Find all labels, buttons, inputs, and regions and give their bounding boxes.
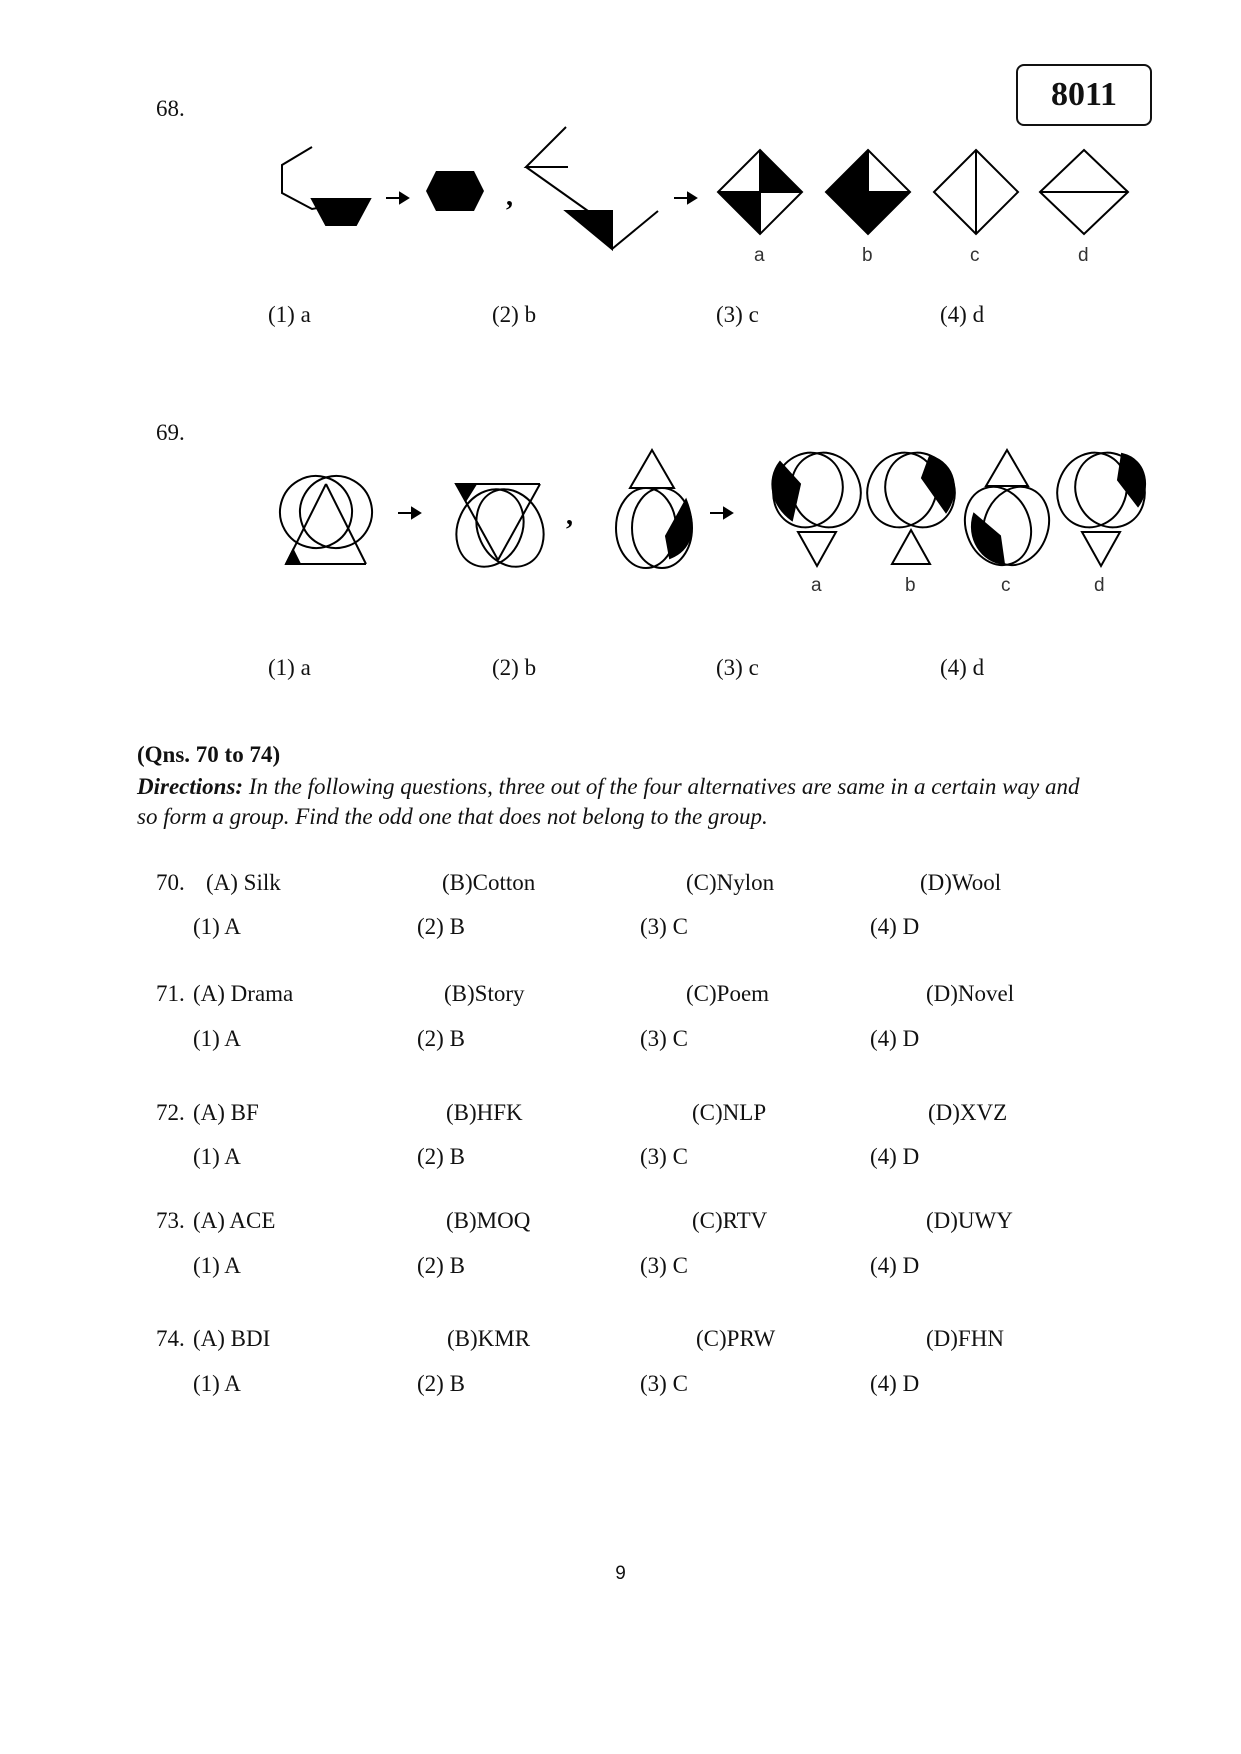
q73-alternative-d: (D)UWY (926, 1208, 1013, 1233)
q69-label-b: b (905, 575, 916, 596)
q71-alternative-a: (A) Drama (193, 981, 294, 1006)
q71-option-4: (4) D (870, 1026, 920, 1051)
q69-label-d: d (1094, 575, 1105, 596)
q69-answer-figure-a (761, 441, 873, 566)
q69-option-1: (1) a (268, 655, 311, 680)
q68-number: 68. (156, 96, 185, 121)
q69-answer-figure-b (855, 441, 967, 564)
q71-option-1: (1) A (193, 1026, 241, 1051)
q72-option-1: (1) A (193, 1144, 241, 1169)
q72-alternative-a: (A) BF (193, 1100, 259, 1125)
q69-figure (270, 440, 1150, 600)
q74-alternative-a: (A) BDI (193, 1326, 271, 1351)
q68-answer-figure-c (934, 150, 1018, 234)
q69-option-4: (4) d (940, 655, 985, 680)
q73-number: 73. (156, 1208, 185, 1233)
q68-option-4: (4) d (940, 302, 985, 327)
q72-alternative-c: (C)NLP (692, 1100, 767, 1125)
q69-problem-figure-1 (270, 463, 385, 564)
q70-option-2: (2) B (417, 914, 465, 939)
q68-problem-figure-2 (426, 171, 484, 211)
q73-option-1: (1) A (193, 1253, 241, 1278)
q68-label-b: b (862, 245, 873, 266)
paper-code-box (1016, 64, 1152, 126)
q68-problem-figure-1 (282, 147, 370, 225)
q68-arrow-1 (386, 193, 408, 203)
q68-answer-figure-a (718, 150, 802, 234)
q73-alternative-a: (A) ACE (193, 1208, 276, 1233)
q69-label-a: a (811, 575, 822, 596)
q68-label-d: d (1078, 245, 1089, 266)
q69-arrow-2 (710, 508, 732, 518)
q74-option-2: (2) B (417, 1371, 465, 1396)
q70-alternative-a: (A) Silk (206, 870, 281, 895)
q74-alternative-d: (D)FHN (926, 1326, 1004, 1351)
q69-comma-separator: , (566, 500, 573, 531)
q69-problem-figure-3 (616, 450, 692, 568)
directions (137, 772, 1097, 832)
q72-option-2: (2) B (417, 1144, 465, 1169)
q74-alternative-c: (C)PRW (696, 1326, 776, 1351)
q72-option-4: (4) D (870, 1144, 920, 1169)
q70-option-1: (1) A (193, 914, 241, 939)
q74-option-3: (3) C (640, 1371, 688, 1396)
section-heading: (Qns. 70 to 74) (137, 742, 281, 767)
q70-option-3: (3) C (640, 914, 688, 939)
q69-answer-figure-d (1045, 441, 1150, 566)
directions-text: In the following questions, three out of the four alternatives are same in a certain way and so form a group. Find the odd one that does not belong to the group. (137, 774, 1080, 829)
q73-option-4: (4) D (870, 1253, 920, 1278)
q68-answer-figure-b (826, 150, 910, 234)
q69-answer-figure-c (954, 450, 1060, 575)
page-number: 9 (615, 1563, 626, 1584)
q72-option-3: (3) C (640, 1144, 688, 1169)
q69-arrow-1 (398, 508, 420, 518)
q68-option-3: (3) c (716, 302, 759, 327)
q69-problem-figure-2 (444, 478, 556, 578)
q68-label-c: c (970, 245, 980, 266)
q69-option-2: (2) b (492, 655, 537, 680)
q70-alternative-d: (D)Wool (920, 870, 1002, 895)
q69-label-c: c (1001, 575, 1011, 596)
q69-number: 69. (156, 420, 185, 445)
q72-alternative-d: (D)XVZ (928, 1100, 1008, 1125)
q71-option-3: (3) C (640, 1026, 688, 1051)
q68-problem-figure-3 (526, 127, 658, 249)
q73-option-2: (2) B (417, 1253, 465, 1278)
q70-option-4: (4) D (870, 914, 920, 939)
q71-number: 71. (156, 981, 185, 1006)
q73-option-3: (3) C (640, 1253, 688, 1278)
q71-alternative-b: (B)Story (444, 981, 525, 1006)
directions-label: Directions: (137, 774, 244, 799)
q68-option-1: (1) a (268, 302, 311, 327)
q68-label-a: a (754, 245, 765, 266)
q69-option-3: (3) c (716, 655, 759, 680)
q72-number: 72. (156, 1100, 185, 1125)
q68-comma-separator: , (506, 181, 513, 212)
q68-answer-figure-d (1040, 150, 1128, 234)
q74-option-4: (4) D (870, 1371, 920, 1396)
q74-option-1: (1) A (193, 1371, 241, 1396)
q70-number: 70. (156, 870, 185, 895)
q74-number: 74. (156, 1326, 185, 1351)
q74-alternative-b: (B)KMR (447, 1326, 531, 1351)
q71-alternative-d: (D)Novel (926, 981, 1015, 1006)
q70-alternative-c: (C)Nylon (686, 870, 775, 895)
q68-option-2: (2) b (492, 302, 537, 327)
q70-alternative-b: (B)Cotton (442, 870, 536, 895)
q71-option-2: (2) B (417, 1026, 465, 1051)
q73-alternative-c: (C)RTV (692, 1208, 768, 1233)
q68-arrow-2 (674, 193, 696, 203)
q68-figure (270, 125, 1150, 270)
q71-alternative-c: (C)Poem (686, 981, 770, 1006)
q72-alternative-b: (B)HFK (446, 1100, 523, 1125)
paper-code: 8011 (1050, 76, 1118, 113)
q73-alternative-b: (B)MOQ (446, 1208, 531, 1233)
